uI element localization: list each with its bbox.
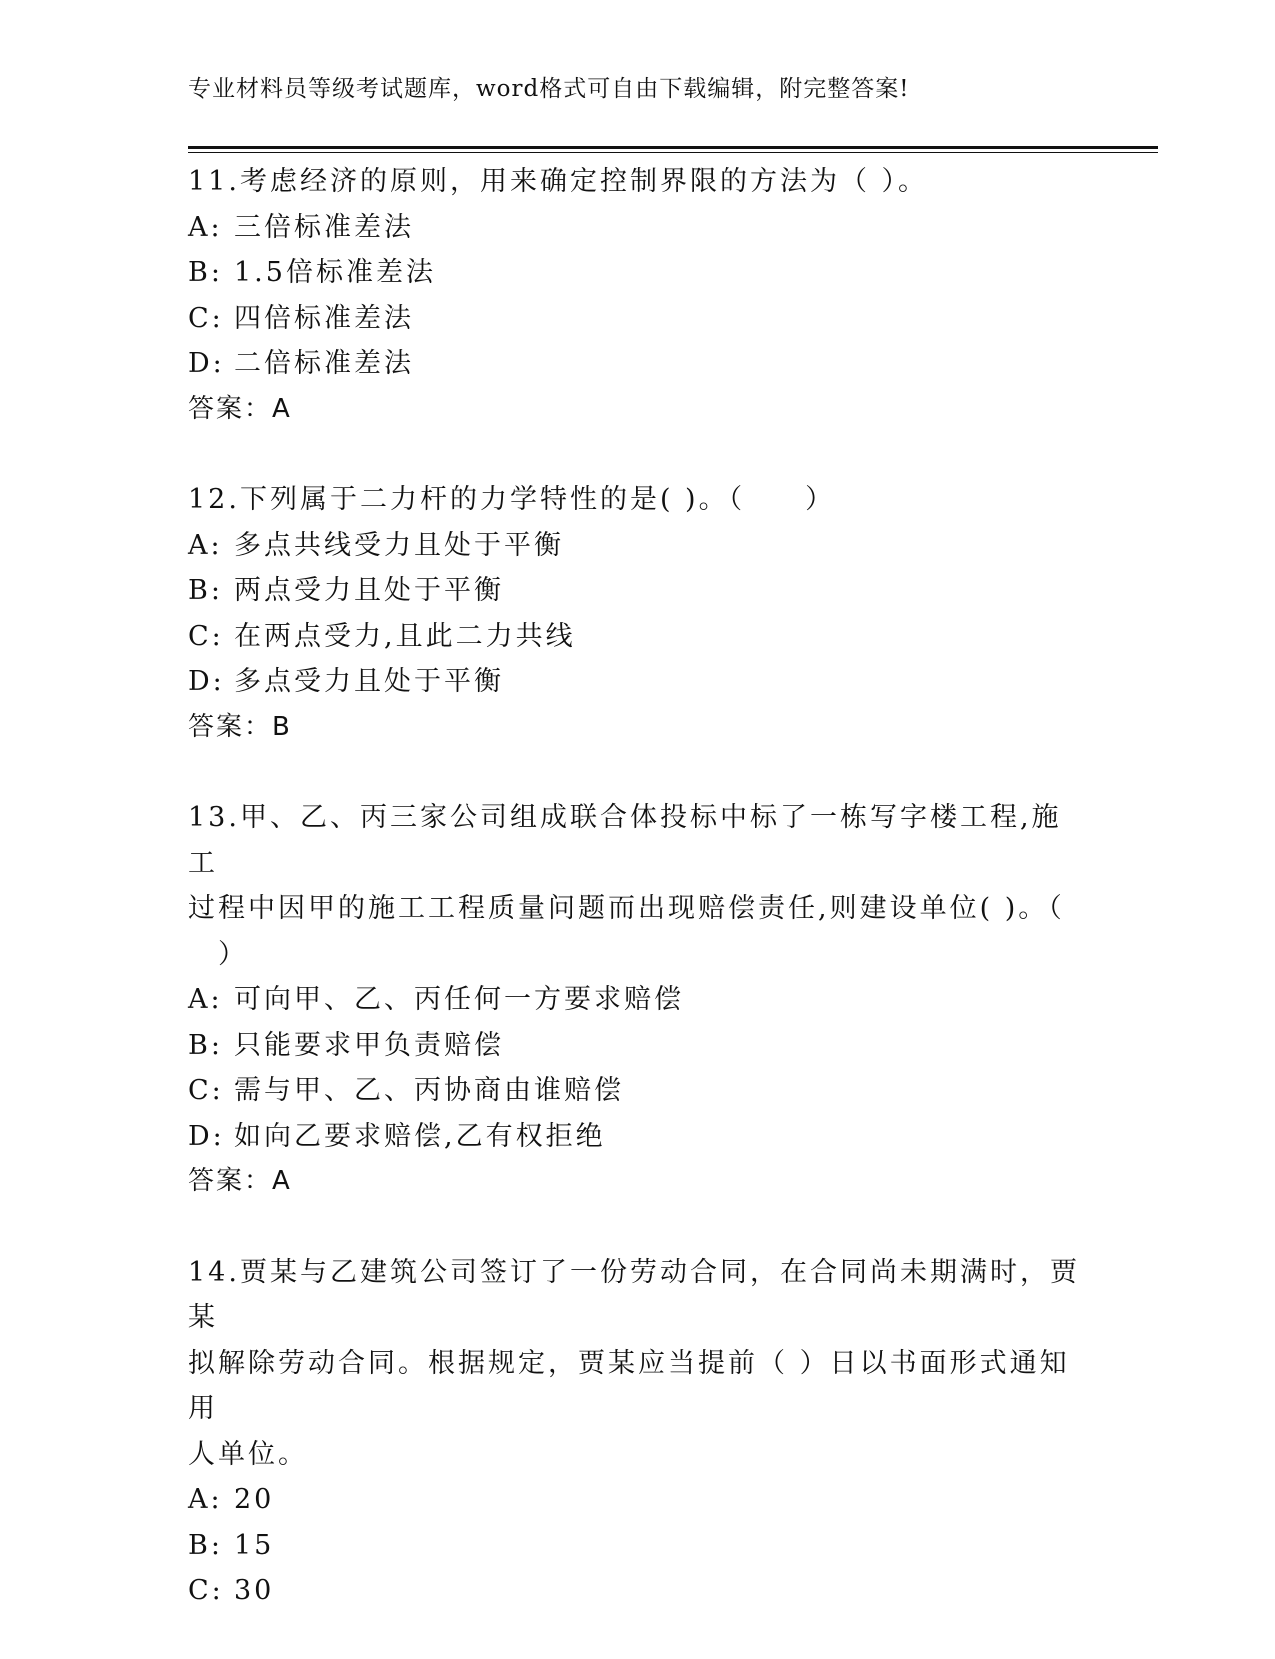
question-list	[188, 159, 1088, 1659]
option-key: C:	[188, 1075, 224, 1106]
option-key: D:	[188, 348, 225, 379]
option-text: 三倍标准差法	[234, 211, 414, 243]
question-stem: 11.考虑经济的原则，用来确定控制界限的方法为（ ）。	[188, 166, 929, 197]
option-a	[188, 205, 1088, 251]
option-text: 二倍标准差法	[234, 348, 414, 379]
option-b	[188, 568, 1088, 614]
option-text: 四倍标准差法	[234, 302, 414, 334]
option-key: B:	[188, 1029, 223, 1061]
header-rule-thick	[188, 146, 1158, 149]
option-key: A:	[188, 1484, 223, 1515]
option-text: 30	[234, 1575, 275, 1606]
header-rule-thin	[188, 152, 1158, 153]
option-c	[188, 1568, 1088, 1614]
option-a	[188, 977, 1088, 1023]
option-text: 多点受力且处于平衡	[234, 666, 504, 697]
option-text: 两点受力且处于平衡	[234, 575, 504, 606]
option-text: 多点共线受力且处于平衡	[234, 529, 564, 561]
option-key: A:	[188, 529, 223, 561]
option-key: B:	[188, 257, 223, 288]
answer-line: 答案：A	[188, 1166, 292, 1196]
option-text: 只能要求甲负责赔偿	[234, 1029, 504, 1061]
question-14	[188, 1250, 1088, 1614]
option-key: D:	[188, 666, 225, 697]
option-d	[188, 659, 1088, 705]
question-11	[188, 159, 1088, 432]
answer-line: 答案：B	[188, 711, 292, 742]
option-text: 15	[234, 1529, 275, 1561]
question-13	[188, 795, 1088, 1205]
question-stem: 13.甲、乙、丙三家公司组成联合体投标中标了一栋写字楼工程,施工 过程中因甲的施工工程质量问题而出现赔偿责任,则建设单位( )。（ ）	[188, 802, 1065, 970]
header-note: 专业材料员等级考试题库，word格式可自由下载编辑，附完整答案!	[188, 76, 910, 102]
option-key: B:	[188, 575, 223, 606]
option-key: D:	[188, 1120, 225, 1152]
option-b	[188, 1523, 1088, 1569]
option-text: 在两点受力,且此二力共线	[234, 620, 576, 652]
option-text: 如向乙要求赔偿,乙有权拒绝	[234, 1120, 606, 1152]
option-c	[188, 1068, 1088, 1114]
option-key: C:	[188, 620, 224, 652]
option-b	[188, 250, 1088, 296]
question-12	[188, 477, 1088, 750]
option-key: B:	[188, 1529, 223, 1561]
option-a	[188, 523, 1088, 569]
option-text: 20	[234, 1484, 275, 1515]
option-d	[188, 1114, 1088, 1160]
option-b	[188, 1023, 1088, 1069]
option-key: A:	[188, 984, 223, 1015]
option-c	[188, 296, 1088, 342]
question-stem: 12.下列属于二力杆的力学特性的是( )。（ ）	[188, 484, 836, 515]
option-c	[188, 614, 1088, 660]
option-text: 1.5倍标准差法	[234, 257, 436, 288]
option-key: C:	[188, 302, 224, 334]
answer-line: 答案：A	[188, 393, 292, 424]
option-text: 需与甲、乙、丙协商由谁赔偿	[234, 1075, 624, 1106]
option-a	[188, 1477, 1088, 1523]
option-key: A:	[188, 211, 223, 243]
option-d	[188, 341, 1088, 387]
question-stem: 14.贾某与乙建筑公司签订了一份劳动合同，在合同尚未期满时，贾某 拟解除劳动合同。根据规定，贾某应当提前（ ）日以书面形式通知用 人单位。	[188, 1256, 1080, 1470]
option-key: C:	[188, 1575, 224, 1606]
option-text: 可向甲、乙、丙任何一方要求赔偿	[234, 984, 684, 1015]
